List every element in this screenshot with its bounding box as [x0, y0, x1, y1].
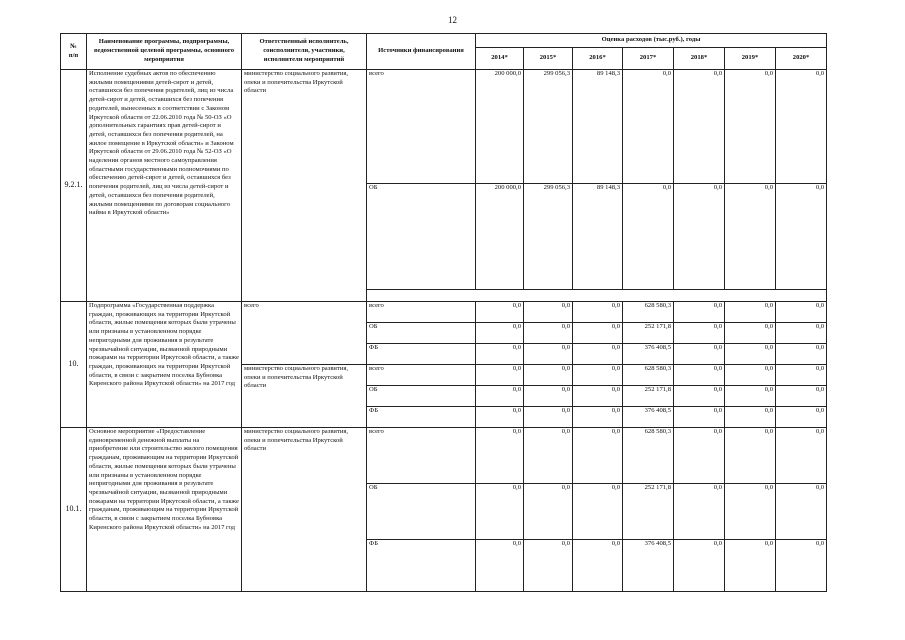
header-no: № п/п — [61, 34, 87, 70]
value-cell: 0,0 — [573, 323, 623, 344]
value-cell: 0,0 — [573, 407, 623, 428]
value-cell: 0,0 — [524, 428, 573, 484]
source-cell: ОБ — [367, 386, 476, 407]
value-cell: 0,0 — [725, 365, 776, 386]
header-source: Источники финансирования — [367, 34, 476, 70]
value-cell: 0,0 — [674, 484, 725, 540]
value-cell: 0,0 — [524, 302, 573, 323]
table-row — [61, 302, 827, 323]
header-year: 2014* — [476, 48, 524, 70]
value-cell: 0,0 — [725, 484, 776, 540]
value-cell: 0,0 — [524, 323, 573, 344]
value-cell: 0,0 — [776, 302, 827, 323]
row-executor: министерство социального развития, опеки и попечительства Иркутской области — [242, 70, 367, 302]
value-cell: 0,0 — [725, 70, 776, 184]
header-executor: Ответственный исполнитель, соисполнители, участники, исполнители мероприятий — [242, 34, 367, 70]
value-cell: 0,0 — [573, 344, 623, 365]
table-row — [61, 70, 827, 184]
value-cell: 0,0 — [573, 302, 623, 323]
row-number: 9.2.1. — [61, 70, 87, 302]
value-cell: 0,0 — [476, 386, 524, 407]
header-year: 2020* — [776, 48, 827, 70]
value-cell: 0,0 — [725, 386, 776, 407]
value-cell: 0,0 — [524, 365, 573, 386]
value-cell: 0,0 — [725, 302, 776, 323]
value-cell: 0,0 — [725, 344, 776, 365]
value-cell: 376 408,5 — [623, 540, 674, 592]
value-cell: 0,0 — [573, 540, 623, 592]
source-cell: всего — [367, 302, 476, 323]
empty-cell — [367, 290, 827, 302]
value-cell: 0,0 — [776, 344, 827, 365]
value-cell: 0,0 — [476, 323, 524, 344]
table-row — [61, 428, 827, 484]
source-cell: ФБ — [367, 407, 476, 428]
page-number: 12 — [448, 15, 457, 25]
value-cell: 0,0 — [674, 184, 725, 290]
value-cell: 0,0 — [674, 302, 725, 323]
row-number: 10. — [61, 302, 87, 428]
value-cell: 0,0 — [674, 344, 725, 365]
header-year: 2019* — [725, 48, 776, 70]
value-cell: 0,0 — [623, 70, 674, 184]
value-cell: 628 580,3 — [623, 365, 674, 386]
value-cell: 299 056,3 — [524, 70, 573, 184]
value-cell: 0,0 — [776, 184, 827, 290]
value-cell: 376 408,5 — [623, 407, 674, 428]
header-year: 2017* — [623, 48, 674, 70]
value-cell: 0,0 — [573, 386, 623, 407]
value-cell: 376 408,5 — [623, 344, 674, 365]
value-cell: 200 000,0 — [476, 184, 524, 290]
source-cell: всего — [367, 365, 476, 386]
row-number: 10.1. — [61, 428, 87, 592]
value-cell: 89 148,3 — [573, 70, 623, 184]
source-cell: всего — [367, 428, 476, 484]
value-cell: 0,0 — [674, 323, 725, 344]
value-cell: 252 171,8 — [623, 323, 674, 344]
value-cell: 0,0 — [725, 323, 776, 344]
value-cell: 0,0 — [623, 184, 674, 290]
expenditure-table — [60, 33, 827, 592]
header-name: Наименование программы, подпрограммы, ведомственной целевой программы, основного мероприятия — [87, 34, 242, 70]
value-cell: 0,0 — [776, 323, 827, 344]
value-cell: 252 171,8 — [623, 484, 674, 540]
value-cell: 0,0 — [674, 365, 725, 386]
source-cell: всего — [367, 70, 476, 184]
value-cell: 0,0 — [524, 407, 573, 428]
value-cell: 252 171,8 — [623, 386, 674, 407]
value-cell: 0,0 — [674, 407, 725, 428]
value-cell: 0,0 — [776, 386, 827, 407]
value-cell: 0,0 — [674, 428, 725, 484]
value-cell: 0,0 — [725, 428, 776, 484]
row-name: Исполнение судебных актов по обеспечению жилыми помещениями детей-сирот и детей, оставшихся без попечения родителей, лиц из числа детей-сирот и детей, оставшихся без попечения родителей, вынесенных в соответствии с Законом Иркутской области от 22.06.2010 года № 50-ОЗ «О дополнительных гарантиях прав детей-сирот и детей, оставшихся без попечения родителей, на жилое помещение в Иркутской области» и Законом Иркутской области от 29.06.2010 года № 52-ОЗ «О наделении органов местного самоуправления областными государственными полномочиями по обеспечению детей-сирот и детей, оставшихся без попечения родителей, лиц из числа детей-сирот и детей, оставшихся без попечения родителей, жилыми помещениями по договорам социального найма в Иркутской области» — [87, 70, 242, 302]
value-cell: 299 056,3 — [524, 184, 573, 290]
value-cell: 0,0 — [776, 428, 827, 484]
header-costs: Оценка расходов (тыс.руб.), годы — [476, 34, 827, 48]
header-row-1 — [61, 34, 827, 48]
value-cell: 0,0 — [476, 344, 524, 365]
source-cell: ФБ — [367, 344, 476, 365]
value-cell: 0,0 — [476, 302, 524, 323]
value-cell: 0,0 — [476, 484, 524, 540]
value-cell: 0,0 — [776, 70, 827, 184]
value-cell: 0,0 — [573, 428, 623, 484]
header-year: 2018* — [674, 48, 725, 70]
value-cell: 0,0 — [776, 365, 827, 386]
value-cell: 0,0 — [725, 540, 776, 592]
value-cell: 0,0 — [476, 540, 524, 592]
value-cell: 0,0 — [674, 386, 725, 407]
source-cell: ОБ — [367, 484, 476, 540]
header-year: 2016* — [573, 48, 623, 70]
value-cell: 0,0 — [524, 386, 573, 407]
value-cell: 0,0 — [476, 365, 524, 386]
row-executor: министерство социального развития, опеки и попечительства Иркутской области — [242, 428, 367, 592]
header-year: 2015* — [524, 48, 573, 70]
value-cell: 0,0 — [476, 428, 524, 484]
value-cell: 0,0 — [725, 184, 776, 290]
row-name: Подпрограмма «Государственная поддержка граждан, проживающих на территории Иркутской области, жилые помещения которых были утрачены или признаны в установленном порядке непригодными для проживания в результате чрезвычайной ситуации, вызванной природными пожарами на территории Иркутской области, а также граждан, проживающих на территории Иркутской области, в связи с закрытием поселка Бубновка Киренского района Иркутской области» на 2017 год — [87, 302, 242, 428]
source-cell: ОБ — [367, 184, 476, 290]
row-executor: министерство социального развития, опеки и попечительства Иркутской области — [242, 365, 367, 428]
value-cell: 0,0 — [776, 484, 827, 540]
value-cell: 0,0 — [524, 484, 573, 540]
value-cell: 0,0 — [573, 365, 623, 386]
value-cell: 0,0 — [524, 344, 573, 365]
value-cell: 0,0 — [776, 540, 827, 592]
value-cell: 0,0 — [674, 540, 725, 592]
row-name: Основное мероприятие «Предоставление единовременной денежной выплаты на приобретение или строительство жилого помещения гражданам, проживающим на территории Иркутской области, жилые помещения которых были утрачены или признаны в установленном порядке непригодными для проживания в результате чрезвычайной ситуации, вызванной природными пожарами на территории Иркутской области, а также гражданам, проживающим на территории Иркутской области, в связи с закрытием поселка Бубновка Киренского района Иркутской области» на 2017 год — [87, 428, 242, 592]
value-cell: 89 148,3 — [573, 184, 623, 290]
value-cell: 0,0 — [725, 407, 776, 428]
value-cell: 628 580,3 — [623, 302, 674, 323]
row-executor: всего — [242, 302, 367, 365]
source-cell: ОБ — [367, 323, 476, 344]
value-cell: 0,0 — [476, 407, 524, 428]
value-cell: 628 580,3 — [623, 428, 674, 484]
source-cell: ФБ — [367, 540, 476, 592]
value-cell: 0,0 — [776, 407, 827, 428]
value-cell: 200 000,0 — [476, 70, 524, 184]
value-cell: 0,0 — [674, 70, 725, 184]
value-cell: 0,0 — [573, 484, 623, 540]
value-cell: 0,0 — [524, 540, 573, 592]
